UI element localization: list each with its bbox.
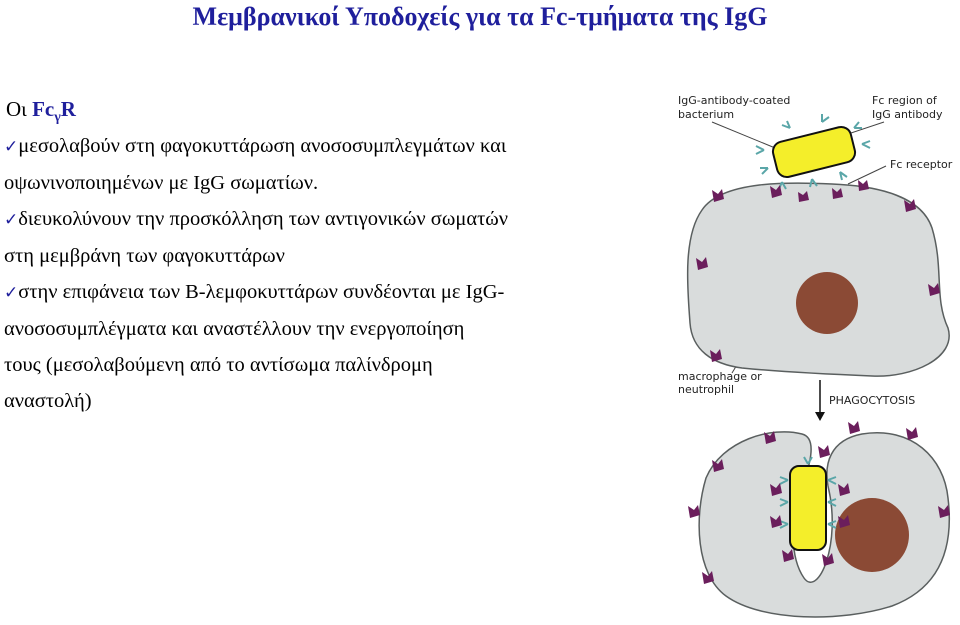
lead-r: R bbox=[60, 97, 76, 121]
nucleus-top bbox=[796, 272, 858, 334]
phagocytosis-figure bbox=[672, 88, 960, 625]
bullet-line: οψωνινοποιημένων με IgG σωματίων. bbox=[4, 172, 319, 194]
bullet-line bbox=[4, 201, 664, 238]
label-fc-region-1: Fc region of bbox=[872, 94, 937, 107]
lead-line bbox=[6, 97, 76, 126]
label-fc-receptor: Fc receptor bbox=[890, 158, 953, 171]
check-icon: ✓ bbox=[4, 137, 19, 157]
bullet-line: αναστολή) bbox=[4, 390, 92, 412]
bullet-text: μεσολαβούν στη φαγοκυττάρωση ανοσοσυμπλεγμάτων και bbox=[18, 135, 507, 157]
label-phagocytosis: PHAGOCYTOSIS bbox=[829, 394, 916, 407]
bullet-line: στη μεμβράνη των φαγοκυττάρων bbox=[4, 245, 285, 267]
label-bacterium-1: IgG-antibody-coated bbox=[678, 94, 791, 107]
lead-prefix: Οι bbox=[6, 97, 33, 121]
bullet-line: ανοσοσυμπλέγματα και αναστέλλουν την ενεργοποίηση bbox=[4, 318, 465, 340]
bullet-text: στην επιφάνεια των Β-λεμφοκυττάρων συνδέονται με IgG- bbox=[18, 281, 505, 303]
bullet-line bbox=[4, 274, 664, 311]
pointer-line-bacterium bbox=[712, 122, 780, 150]
bullet-line bbox=[4, 128, 664, 165]
bullet-text: διευκολύνουν την προσκόλληση των αντιγονικών σωματών bbox=[18, 208, 509, 230]
lead-subscript: γ bbox=[54, 110, 61, 125]
lead-fc: Fc bbox=[32, 97, 55, 121]
label-fc-region-2: IgG antibody bbox=[872, 108, 943, 121]
bacterium-top bbox=[771, 125, 857, 179]
phagocytosis-arrow-head bbox=[815, 412, 825, 421]
phagocytosis-diagram bbox=[672, 88, 960, 625]
check-icon: ✓ bbox=[4, 283, 19, 303]
bullet-list bbox=[4, 128, 664, 419]
bullet-item bbox=[4, 274, 664, 419]
check-icon: ✓ bbox=[4, 210, 19, 230]
nucleus-bottom bbox=[835, 498, 909, 572]
label-cell-2: neutrophil bbox=[678, 383, 735, 396]
label-bacterium-2: bacterium bbox=[678, 108, 735, 121]
bullet-line: τους (μεσολαβούμενη από το αντίσωμα παλίνδρομη bbox=[4, 354, 433, 376]
bullet-item bbox=[4, 128, 664, 201]
label-cell-1: macrophage or bbox=[678, 370, 762, 383]
slide-title: Μεμβρανικοί Υποδοχείς για τα Fc-τμήματα της IgG bbox=[192, 2, 768, 31]
bacterium-engulfed bbox=[790, 466, 826, 550]
bullet-item bbox=[4, 201, 664, 274]
